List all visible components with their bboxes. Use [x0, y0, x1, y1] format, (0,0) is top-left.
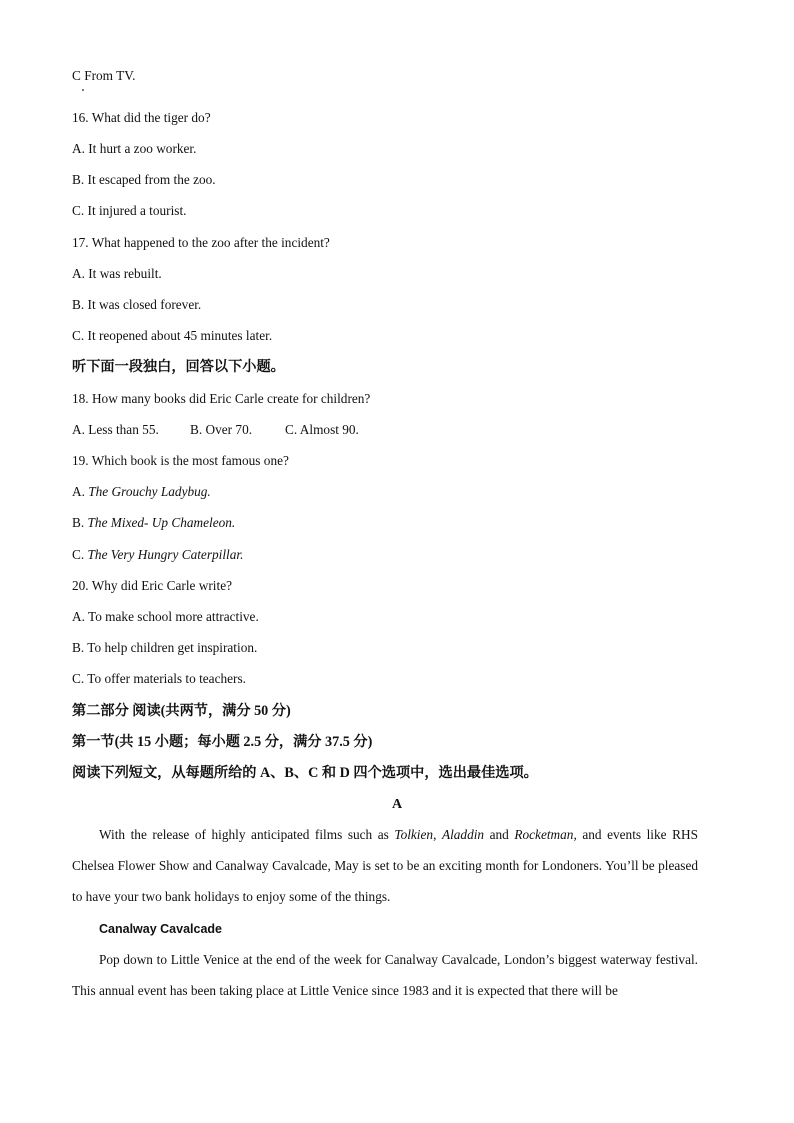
q16-option-c: C. It injured a tourist. [72, 203, 187, 218]
para1-text-3: , and events like RHS Chelsea Flower Show and Canalway Cavalcade, May is set to be an exciting month for Londoners. You’ll be pleased to have your two bank holidays to enjoy some of the things. [72, 827, 698, 904]
film-title-2: Aladdin [441, 827, 485, 842]
q19-option-a-title: The Grouchy Ladybug. [88, 484, 211, 499]
q18-option-c: C. Almost 90. [285, 422, 359, 437]
q17-option-b: B. It was closed forever. [72, 297, 202, 312]
q20-option-a: A. To make school more attractive. [72, 609, 259, 624]
stray-dot [82, 89, 84, 91]
passage-letter: A [391, 797, 403, 812]
q19-option-a [72, 483, 211, 501]
q18-question: 18. How many books did Eric Carle create for children? [72, 391, 371, 406]
q19-option-c-title: The Very Hungry Caterpillar. [87, 547, 244, 562]
q20-question: 20. Why did Eric Carle write? [72, 578, 233, 593]
q16-option-b: B. It escaped from the zoo. [72, 172, 216, 187]
monologue-instruction: 听下面一段独白，回答以下小题。 [72, 359, 285, 375]
para2-text: Pop down to Little Venice at the end of the week for Canalway Cavalcade, London’s biggest waterway festival. This annual event has been taking place at Little Venice since 1983 and it is expected that there will be [72, 952, 698, 998]
part-two-title: 第二部分 阅读(共两节，满分 50 分) [72, 703, 291, 719]
passage-paragraph-2 [72, 944, 698, 1006]
film-title-1: Tolkien [394, 827, 434, 842]
q19-option-b-prefix: B. [72, 515, 85, 530]
q19-option-b-title: The Mixed- Up Chameleon. [87, 515, 236, 530]
q17-option-a: A. It was rebuilt. [72, 266, 162, 281]
q19-option-c-prefix: C. [72, 547, 85, 562]
q19-option-b [72, 514, 235, 532]
q19-option-a-prefix: A. [72, 484, 85, 499]
q17-question: 17. What happened to the zoo after the incident? [72, 235, 330, 250]
passage-paragraph-1 [72, 819, 698, 912]
q15-option-c: C From TV. [72, 68, 136, 83]
q20-option-c: C. To offer materials to teachers. [72, 671, 246, 686]
q17-option-c: C. It reopened about 45 minutes later. [72, 328, 273, 343]
film-title-3: Rocketman [514, 827, 574, 842]
q20-option-b: B. To help children get inspiration. [72, 640, 258, 655]
q19-question: 19. Which book is the most famous one? [72, 453, 289, 468]
para1-sep-1: , [433, 827, 442, 842]
q16-option-a: A. It hurt a zoo worker. [72, 141, 197, 156]
q19-option-c [72, 546, 243, 564]
reading-instruction: 阅读下列短文，从每题所给的 A、B、C 和 D 四个选项中，选出最佳选项。 [72, 765, 538, 781]
para1-text-2: and [484, 827, 515, 842]
q16-question: 16. What did the tiger do? [72, 110, 211, 125]
subheading-canalway: Canalway Cavalcade [99, 922, 222, 936]
section-one-title: 第一节(共 15 小题；每小题 2.5 分，满分 37.5 分) [72, 734, 373, 750]
q18-option-a: A. Less than 55. [72, 422, 159, 437]
q18-option-b: B. Over 70. [190, 422, 253, 437]
para1-text-1: With the release of highly anticipated films such as [99, 827, 395, 842]
q18-options [72, 421, 359, 439]
